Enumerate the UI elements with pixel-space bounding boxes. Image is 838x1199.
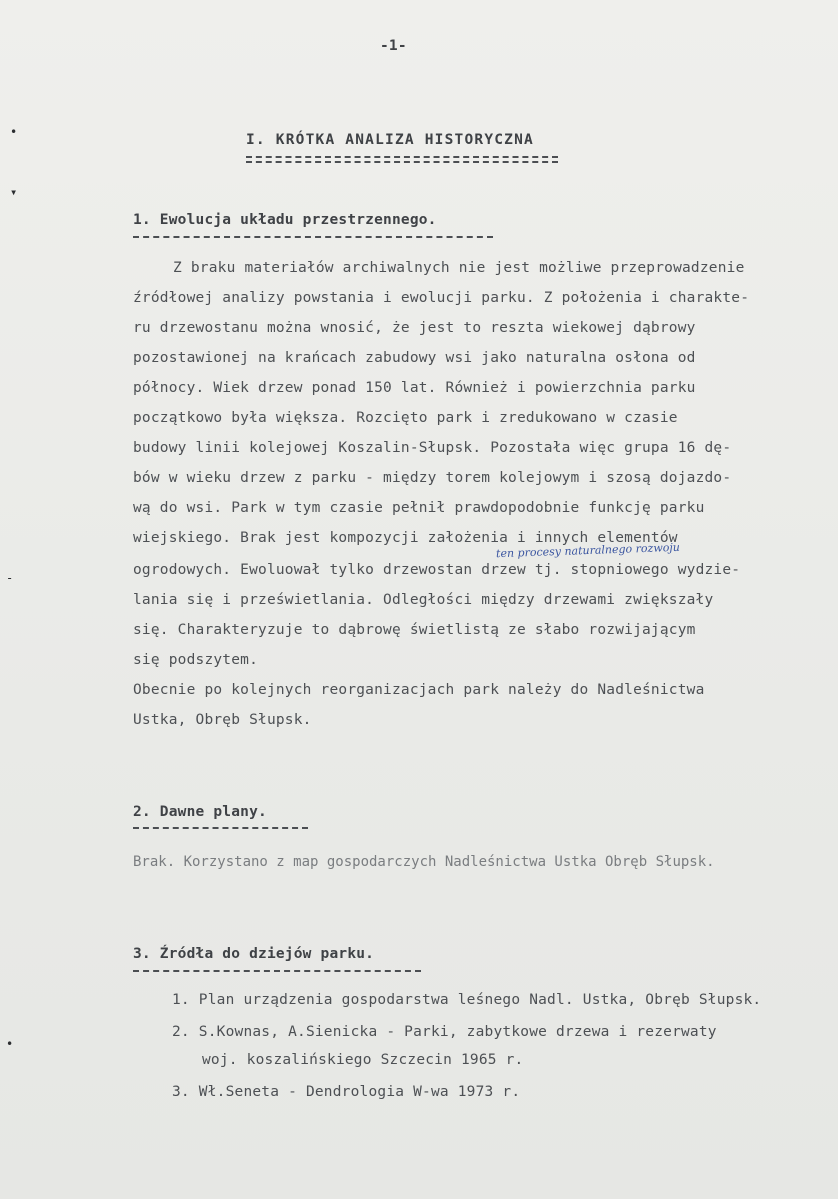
handwritten-annotation: ten procesy naturalnego rozwoju <box>495 540 681 561</box>
paragraph-line: się. Charakteryzuje to dąbrowę świetlistą ze słabo rozwijającym <box>133 622 696 638</box>
paragraph-line: źródłowej analizy powstania i ewolucji parku. Z położenia i charakte- <box>133 290 750 306</box>
section-underline <box>133 827 308 829</box>
paragraph-line: ogrodowych. Ewoluował tylko drzewostan drzew tj. stopniowego wydzie- <box>133 562 741 578</box>
paragraph-line: budowy linii kolejowej Koszalin-Słupsk. Pozostała więc grupa 16 dę- <box>133 440 732 456</box>
list-item: woj. koszalińskiego Szczecin 1965 r. <box>202 1052 524 1068</box>
paragraph-line: wiejskiego. Brak jest kompozycji założenia i innych elementów <box>133 530 678 546</box>
section-underline <box>133 236 493 238</box>
paragraph-line: pozostawionej na krańcach zabudowy wsi jako naturalna osłona od <box>133 350 696 366</box>
title-underline <box>246 156 558 158</box>
paragraph-line: się podszytem. <box>133 652 259 668</box>
paragraph-line: Brak. Korzystano z map gospodarczych Nadleśnictwa Ustka Obręb Słupsk. <box>133 854 715 870</box>
paragraph-line: północy. Wiek drzew ponad 150 lat. Również i powierzchnia parku <box>133 380 696 396</box>
margin-mark: ▾ <box>10 185 18 199</box>
paragraph-line: lania się i prześwietlania. Odległości między drzewami zwiększały <box>133 592 714 608</box>
paragraph-line: początkowo była większa. Rozcięto park i zredukowano w czasie <box>133 410 678 426</box>
section-underline <box>133 970 421 972</box>
margin-mark: • <box>10 125 18 139</box>
section-heading: 2. Dawne plany. <box>133 804 267 820</box>
margin-mark: • <box>6 1037 14 1051</box>
section-heading: 1. Ewolucja układu przestrzennego. <box>133 212 437 228</box>
document-title: I. KRÓTKA ANALIZA HISTORYCZNA <box>246 132 534 148</box>
title-underline <box>246 161 558 163</box>
paragraph-line: Z braku materiałów archiwalnych nie jest możliwe przeprowadzenie <box>173 260 745 276</box>
page-number: -1- <box>380 38 407 54</box>
list-item: 3. Wł.Seneta - Dendrologia W-wa 1973 r. <box>172 1084 521 1100</box>
paragraph-line: bów w wieku drzew z parku - między torem kolejowym i szosą dojazdo- <box>133 470 732 486</box>
list-item: 1. Plan urządzenia gospodarstwa leśnego Nadl. Ustka, Obręb Słupsk. <box>172 992 762 1008</box>
margin-mark: - <box>6 571 14 585</box>
paragraph-line: Ustka, Obręb Słupsk. <box>133 712 312 728</box>
paragraph-line: wą do wsi. Park w tym czasie pełnił prawdopodobnie funkcję parku <box>133 500 705 516</box>
paragraph-line: ru drzewostanu można wnosić, że jest to reszta wiekowej dąbrowy <box>133 320 696 336</box>
paragraph-line: Obecnie po kolejnych reorganizacjach park należy do Nadleśnictwa <box>133 682 705 698</box>
list-item: 2. S.Kownas, A.Sienicka - Parki, zabytkowe drzewa i rezerwaty <box>172 1024 717 1040</box>
section-heading: 3. Źródła do dziejów parku. <box>133 946 375 962</box>
